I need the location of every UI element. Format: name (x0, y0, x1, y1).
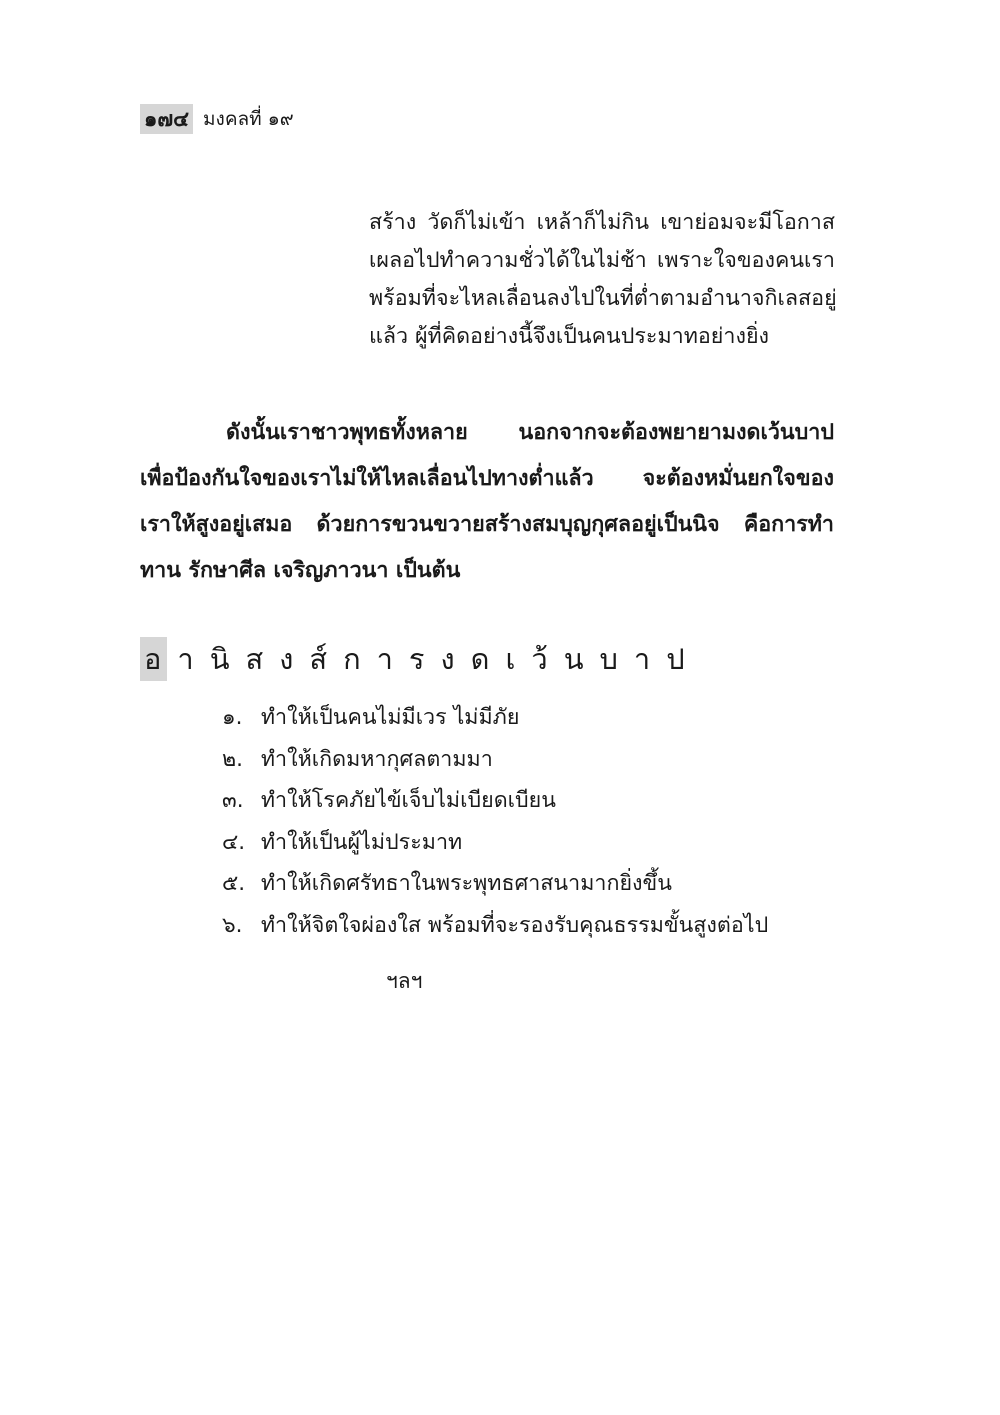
list-item-text: ทำให้เกิดมหากุศลตามมา (260, 746, 493, 772)
indented-quote (369, 204, 835, 356)
list-item (222, 863, 768, 905)
body-paragraph (140, 410, 834, 594)
benefits-list (222, 697, 768, 946)
quote-line: เผลอไปทำความชั่วได้ในไม่ช้า เพราะใจของคนเรา (369, 248, 835, 273)
list-item-text: ทำให้เป็นผู้ไม่ประมาท (260, 829, 463, 855)
paragraph-line: ดังนั้นเราชาวพุทธทั้งหลาย นอกจากจะต้องพยายามงดเว้นบาป (226, 420, 834, 445)
page-number: ๑๗๔ (140, 104, 193, 134)
list-item-text: ทำให้จิตใจผ่องใส พร้อมที่จะรองรับคุณธรรมขั้นสูงต่อไป (260, 912, 769, 938)
paragraph-line: ทาน รักษาศีล เจริญภาวนา เป็นต้น (140, 558, 461, 583)
list-item-number: ๕. (222, 871, 246, 896)
list-item (222, 697, 768, 739)
list-item-text: ทำให้เกิดศรัทธาในพระพุทธศาสนามากยิ่งขึ้น (260, 871, 672, 896)
quote-line: พร้อมที่จะไหลเลื่อนลงไปในที่ต่ำตามอำนาจกิเลสอยู่ (369, 286, 837, 311)
paragraph-line: เพื่อป้องกันใจของเราไม่ให้ไหลเลื่อนไปทางต่ำแล้ว จะต้องหมั่นยกใจของ (140, 466, 834, 491)
list-item (222, 822, 768, 864)
list-item-number: ๖. (222, 912, 243, 938)
page-header (140, 104, 294, 134)
list-item-number: ๔. (222, 829, 246, 855)
section-heading (140, 637, 701, 681)
list-item (222, 780, 768, 822)
list-item-text: ทำให้โรคภัยไข้เจ็บไม่เบียดเบียน (260, 788, 556, 813)
list-item (222, 905, 768, 947)
section-heading-text: อานิสงส์การงดเว้นบาป (144, 642, 701, 676)
quote-line: สร้าง วัดก็ไม่เข้า เหล้าก็ไม่กิน เขาย่อมจะมีโอกาส (369, 210, 835, 235)
quote-line: แล้ว ผู้ที่คิดอย่างนี้จึงเป็นคนประมาทอย่างยิ่ง (369, 324, 770, 349)
list-item (222, 739, 768, 781)
ending-mark: ฯลฯ (386, 969, 423, 993)
list-item-number: ๓. (222, 788, 244, 813)
running-title: มงคลที่ ๑๙ (203, 108, 294, 130)
list-item-number: ๒. (222, 746, 244, 772)
list-item-number: ๑. (222, 705, 243, 730)
paragraph-line: เราให้สูงอยู่เสมอ ด้วยการขวนขวายสร้างสมบุญกุศลอยู่เป็นนิจ คือการทำ (140, 512, 834, 537)
list-item-text: ทำให้เป็นคนไม่มีเวร ไม่มีภัย (260, 705, 520, 730)
